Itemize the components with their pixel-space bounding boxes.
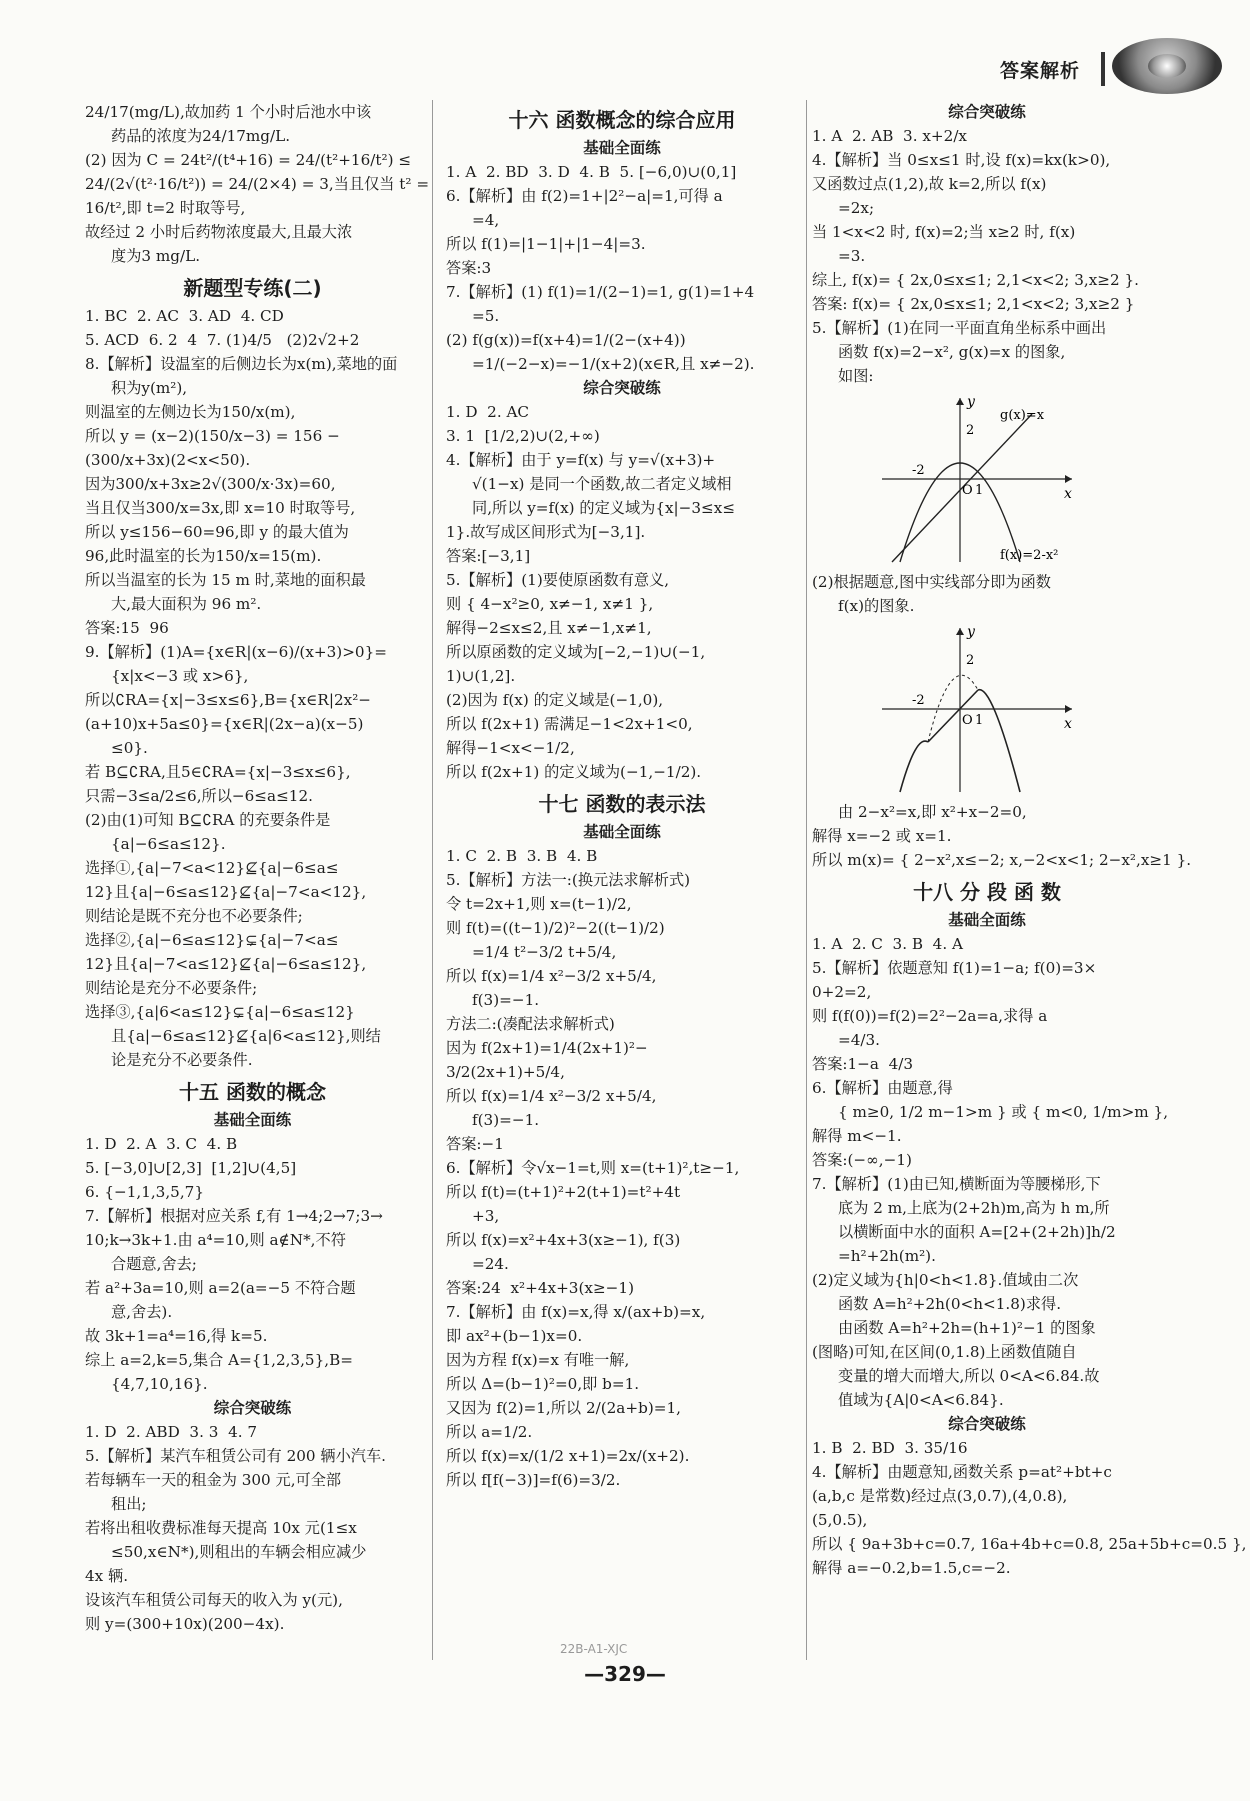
text-line: 因为 f(2x+1)=1/4(2x+1)²− [446,1039,648,1057]
text-line: 6.【解析】令√x−1=t,则 x=(t+1)²,t≥−1, [446,1159,740,1177]
text-line: 所以 f(2x+1) 的定义域为(−1,−1/2). [446,763,702,781]
text-line: 合题意,舍去; [111,1255,197,1273]
text-line: 则 f(t)=((t−1)/2)²−2((t−1)/2) [446,919,665,937]
text-line: 4.【解析】由于 y=f(x) 与 y=√(x+3)+ [446,451,716,469]
text-line: 解得 m<−1. [812,1127,902,1145]
page-header [0,0,1250,100]
graph-m-of-x [882,624,1082,794]
text-line: 答案:24 x²+4x+3(x≥−1) [446,1279,634,1297]
text-line: 当且仅当300/x=3x,即 x=10 时取等号, [85,499,356,517]
text-line: 1. D 2. ABD 3. 3 4. 7 [85,1423,258,1441]
text-line: (300/x+3x)(2<x<50). [85,451,251,469]
text-line: {4,7,10,16}. [111,1375,208,1393]
text-line: 所以 f(x)=x/(1/2 x+1)=2x/(x+2). [446,1447,690,1465]
text-line: 因为300/x+3x≥2√(300/x·3x)=60, [85,475,336,493]
text-line: 因为方程 f(x)=x 有唯一解, [446,1351,630,1369]
text-line: 值域为{A|0<A<6.84}. [838,1391,1004,1409]
text-line: 故 3k+1=a⁴=16,得 k=5. [85,1327,268,1345]
section-heading: 十八 分 段 函 数 [913,880,1061,904]
text-line: =24. [472,1255,509,1273]
text-line: 9.【解析】(1)A={x∈R|(x−6)/(x+3)>0}= [85,643,387,661]
text-line: 选择②,{a|−6≤a≤12}⊊{a|−7<a≤ [85,931,339,949]
text-line: 1. A 2. AB 3. x+2/x [812,127,967,145]
text-line: 所以 m(x)= { 2−x²,x≤−2; x,−2<x<1; 2−x²,x≥1 }. [812,851,1192,869]
text-line: 当 1<x<2 时, f(x)=2;当 x≥2 时, f(x) [812,223,1076,241]
text-line: 综上 a=2,k=5,集合 A={1,2,3,5},B= [85,1351,353,1369]
text-line: 所以 f(2x+1) 需满足−1<2x+1<0, [446,715,693,733]
text-line: 10;k→3k+1.由 a⁴=10,则 a∉N*,不符 [85,1231,346,1249]
print-code: 22B-A1-XJC [560,1642,628,1656]
text-line: 解得 x=−2 或 x=1. [812,827,952,845]
text-line: 则 f(f(0))=f(2)=2²−2a=a,求得 a [812,1007,1048,1025]
page-number: —329— [584,1662,666,1686]
text-line: 则结论是充分不必要条件; [85,979,258,997]
section-heading: 十七 函数的表示法 [538,792,706,816]
graph-label-two: 2 [966,653,975,668]
graph-label-neg2: -2 [912,693,925,708]
text-line: 所以 { 9a+3b+c=0.7, 16a+4b+c=0.8, 25a+5b+c=0.5 }, [812,1535,1247,1553]
section-subheading: 基础全面练 [583,139,661,157]
text-line: 5.【解析】方法一:(换元法求解析式) [446,871,691,889]
graph-label-two: 2 [966,423,975,438]
text-line: (2)由(1)可知 B⊆∁RA 的充要条件是 [85,811,331,829]
text-line: 令 t=2x+1,则 x=(t−1)/2, [446,895,632,913]
text-line: +3, [472,1207,500,1225]
text-line: { m≥0, 1/2 m−1>m } 或 { m<0, 1/m>m }, [838,1103,1169,1121]
text-line: 选择①,{a|−7<a<12}⊈{a|−6≤a≤ [85,859,339,877]
text-line: 设该汽车租赁公司每天的收入为 y(元), [85,1591,343,1609]
text-line: (2) f(g(x))=f(x+4)=1/(2−(x+4)) [446,331,686,349]
text-line: 度为3 mg/L. [111,247,201,265]
text-line: 答案: f(x)= { 2x,0≤x≤1; 2,1<x<2; 3,x≥2 } [812,295,1135,313]
text-line: 答案:−1 [446,1135,504,1153]
text-line: 方法二:(凑配法求解析式) [446,1015,615,1033]
text-line: ≤50,x∈N*),则租出的车辆会相应减少 [111,1543,367,1561]
text-line: 函数 A=h²+2h(0<h<1.8)求得. [838,1295,1062,1313]
text-line: 解得−1<x<−1/2, [446,739,575,757]
text-line: =4/3. [838,1031,880,1049]
text-line: 又函数过点(1,2),故 k=2,所以 f(x) [812,175,1047,193]
column-divider [806,100,807,1660]
text-line: 选择③,{a|6<a≤12}⊊{a|−6≤a≤12} [85,1003,355,1021]
text-line: 所以当温室的长为 15 m 时,菜地的面积最 [85,571,366,589]
text-line: 1. B 2. BD 3. 35/16 [812,1439,968,1457]
section-subheading: 基础全面练 [583,823,661,841]
text-line: 所以 f(x)=1/4 x²−3/2 x+5/4, [446,967,657,985]
text-line: 5.【解析】某汽车租赁公司有 200 辆小汽车. [85,1447,386,1465]
text-line: 所以 f(1)=|1−1|+|1−4|=3. [446,235,646,253]
text-line: 1}.故写成区间形式为[−3,1]. [446,523,646,541]
text-line: =5. [472,307,500,325]
text-line: 所以 a=1/2. [446,1423,533,1441]
text-line: (5,0.5), [812,1511,868,1529]
text-line: (2)因为 f(x) 的定义域是(−1,0), [446,691,664,709]
text-line: 答案:3 [446,259,492,277]
text-line: 又因为 f(2)=1,所以 2/(2a+b)=1, [446,1399,681,1417]
text-line: (2) 因为 C = 24t²/(t⁴+16) = 24/(t²+16/t²) ≤ [85,151,412,169]
graph-label-origin: O [962,483,973,498]
text-line: 4.【解析】由题意知,函数关系 p=at²+bt+c [812,1463,1112,1481]
text-line: 4x 辆. [85,1567,129,1585]
text-line: 7.【解析】(1)由已知,横断面为等腰梯形,下 [812,1175,1101,1193]
text-line: 同,所以 y=f(x) 的定义域为{x|−3≤x≤ [472,499,736,517]
text-line: 1. A 2. C 3. B 4. A [812,935,963,953]
section-heading: 新题型专练(二) [183,276,322,300]
text-line: 24/17(mg/L),故加药 1 个小时后池水中该 [85,103,372,121]
section-subheading: 综合突破练 [583,379,661,397]
text-line: 则 y=(300+10x)(200−4x). [85,1615,285,1633]
text-line: 若每辆车一天的租金为 300 元,可全部 [85,1471,342,1489]
text-line: 变量的增大而增大,所以 0<A<6.84.故 [838,1367,1100,1385]
text-line: 24/(2√(t²·16/t²)) = 24/(2×4) = 3,当且仅当 t² = [85,175,430,193]
text-line: 3. 1 [1/2,2)∪(2,+∞) [446,427,600,445]
graph-f-and-g [882,394,1082,564]
text-line: 大,最大面积为 96 m². [111,595,262,613]
text-line: (2)根据题意,图中实线部分即为函数 [812,573,1051,591]
text-line: =h²+2h(m²). [838,1247,936,1265]
text-line: 答案:[−3,1] [446,547,531,565]
graph-label-origin: O [962,713,973,728]
text-line: 答案:1−a 4/3 [812,1055,914,1073]
text-line: 所以 f(x)=1/4 x²−3/2 x+5/4, [446,1087,657,1105]
section-subheading: 综合突破练 [948,103,1026,121]
section-subheading: 综合突破练 [213,1399,292,1417]
text-line: 积为y(m²), [111,379,188,397]
text-line: 5. [−3,0]∪[2,3] [1,2]∪(4,5] [85,1159,297,1177]
text-line: 即 ax²+(b−1)x=0. [446,1327,583,1345]
text-line: 96,此时温室的长为150/x=15(m). [85,547,322,565]
text-line: 1. D 2. AC [446,403,530,421]
graph-label-g: g(x)=x [1000,408,1045,423]
header-divider-bar [1101,52,1105,86]
text-line: 且{a|−6≤a≤12}⊈{a|6<a≤12},则结 [111,1027,381,1045]
text-line: 12}且{a|−7<a≤12}⊈{a|−6≤a≤12}, [85,955,367,973]
text-line: 所以∁RA={x|−3≤x≤6},B={x∈R|2x²− [85,691,372,709]
text-line: 则结论是既不充分也不必要条件; [85,907,303,925]
text-line: f(3)=−1. [472,991,540,1009]
text-line: 所以 f(t)=(t+1)²+2(t+1)=t²+4t [446,1183,681,1201]
graph-label-y: y [967,624,975,640]
section-subheading: 基础全面练 [213,1111,292,1129]
text-line: 5.【解析】(1)在同一平面直角坐标系中画出 [812,319,1107,337]
text-line: (a+10)x+5a≤0}={x∈R|(2x−a)(x−5) [85,715,364,733]
text-line: 7.【解析】(1) f(1)=1/(2−1)=1, g(1)=1+4 [446,283,755,301]
text-line: 药品的浓度为24/17mg/L. [111,127,291,145]
text-line: =2x; [838,199,875,217]
text-line: 所以 y≤156−60=96,即 y 的最大值为 [85,523,349,541]
text-line: 16/t²,即 t=2 时取等号, [85,199,246,217]
text-line: {x|x<−3 或 x>6}, [111,667,249,685]
column-3 [812,100,1247,1580]
text-line: 所以 f[f(−3)]=f(6)=3/2. [446,1471,621,1489]
text-line: 则温室的左侧边长为150/x(m), [85,403,296,421]
text-line: 6. {−1,1,3,5,7} [85,1183,204,1201]
text-line: 1. C 2. B 3. B 4. B [446,847,598,865]
text-line: =4, [472,211,500,229]
text-line: 6.【解析】由 f(2)=1+|2²−a|=1,可得 a [446,187,723,205]
text-line: 答案:15 96 [85,619,169,637]
text-line: f(x)的图象. [838,597,915,615]
text-line: 6.【解析】由题意,得 [812,1079,953,1097]
text-line: 1. A 2. BD 3. D 4. B 5. [−6,0)∪(0,1] [446,163,737,181]
text-line: 1. D 2. A 3. C 4. B [85,1135,238,1153]
text-line: (2)定义域为{h|0<h<1.8}.值域由二次 [812,1271,1079,1289]
text-line: 答案:(−∞,−1) [812,1151,912,1169]
text-line: 底为 2 m,上底为(2+2h)m,高为 h m,所 [838,1199,1110,1217]
text-line: 7.【解析】根据对应关系 f,有 1→4;2→7;3→ [85,1207,383,1225]
text-line: 5.【解析】(1)要使原函数有意义, [446,571,670,589]
graph-label-x: x [1064,716,1072,732]
text-line: f(3)=−1. [472,1111,540,1129]
text-line: 12}且{a|−6≤a≤12}⊈{a|−7<a<12}, [85,883,367,901]
text-line: 1)∪(1,2]. [446,667,516,685]
text-line: 若 a²+3a=10,则 a=2(a=−5 不符合题 [85,1279,356,1297]
text-line: 租出; [111,1495,147,1513]
text-line: √(1−x) 是同一个函数,故二者定义域相 [472,475,732,493]
text-line: 0+2=2, [812,983,872,1001]
text-line: (a,b,c 是常数)经过点(3,0.7),(4,0.8), [812,1487,1068,1505]
text-line: 3/2(2x+1)+5/4, [446,1063,565,1081]
graph-label-one: 1 [975,713,984,728]
text-line: 意,舍去). [111,1303,173,1321]
text-line: 所以 Δ=(b−1)²=0,即 b=1. [446,1375,640,1393]
text-line: 所以原函数的定义域为[−2,−1)∪(−1, [446,643,706,661]
text-line: 如图: [838,367,874,385]
text-line: 则 { 4−x²≥0, x≠−1, x≠1 }, [446,595,654,613]
text-line: 5. ACD 6. 2 4 7. (1)4/5 (2)2√2+2 [85,331,360,349]
graph-label-x: x [1064,486,1072,502]
header-title: 答案解析 [999,60,1080,82]
graph-label-y: y [967,394,975,410]
text-line: 函数 f(x)=2−x², g(x)=x 的图象, [838,343,1066,361]
text-line: 解得−2≤x≤2,且 x≠−1,x≠1, [446,619,652,637]
text-line: 7.【解析】由 f(x)=x,得 x/(ax+b)=x, [446,1303,706,1321]
text-line: 由 2−x²=x,即 x²+x−2=0, [838,803,1027,821]
text-line: 若将出租收费标准每天提高 10x 元(1≤x [85,1519,357,1537]
text-line: 所以 y = (x−2)(150/x−3) = 156 − [85,427,340,445]
text-line: =1/4 t²−3/2 t+5/4, [472,943,617,961]
column-divider [432,100,433,1660]
text-line: 若 B⊆∁RA,且5∈∁RA={x|−3≤x≤6}, [85,763,351,781]
section-subheading: 基础全面练 [948,911,1026,929]
text-line: 8.【解析】设温室的后侧边长为x(m),菜地的面 [85,355,398,373]
text-line: 故经过 2 小时后药物浓度最大,且最大浓 [85,223,353,241]
column-1 [85,100,430,1636]
text-line: 解得 a=−0.2,b=1.5,c=−2. [812,1559,1011,1577]
text-line: ≤0}. [111,739,148,757]
text-line: 4.【解析】当 0≤x≤1 时,设 f(x)=kx(k>0), [812,151,1111,169]
text-line: 论是充分不必要条件. [111,1051,253,1069]
section-subheading: 综合突破练 [948,1415,1026,1433]
section-heading: 十五 函数的概念 [179,1080,326,1104]
text-line: 所以 f(x)=x²+4x+3(x≥−1), f(3) [446,1231,681,1249]
text-line: 1. BC 2. AC 3. AD 4. CD [85,307,284,325]
section-heading: 十六 函数概念的综合应用 [508,108,736,132]
text-line: =3. [838,247,866,265]
graph-label-neg2: -2 [912,463,925,478]
text-line: 5.【解析】依题意知 f(1)=1−a; f(0)=3× [812,959,1097,977]
graph-label-f: f(x)=2-x² [1000,548,1059,563]
text-line: 以横断面中水的面积 A=[2+(2+2h)]h/2 [838,1223,1116,1241]
text-line: =1/(−2−x)=−1/(x+2)(x∈R,且 x≠−2). [472,355,755,373]
text-line: 由函数 A=h²+2h=(h+1)²−1 的图象 [838,1319,1096,1337]
column-2 [446,100,798,1492]
text-line: 只需−3≤a/2≤6,所以−6≤a≤12. [85,787,313,805]
text-line: (图略)可知,在区间(0,1.8)上函数值随自 [812,1343,1077,1361]
text-line: {a|−6≤a≤12}. [111,835,226,853]
text-line: 综上, f(x)= { 2x,0≤x≤1; 2,1<x<2; 3,x≥2 }. [812,271,1139,289]
graph-label-one: 1 [975,483,984,498]
publisher-logo-icon [1112,38,1222,94]
